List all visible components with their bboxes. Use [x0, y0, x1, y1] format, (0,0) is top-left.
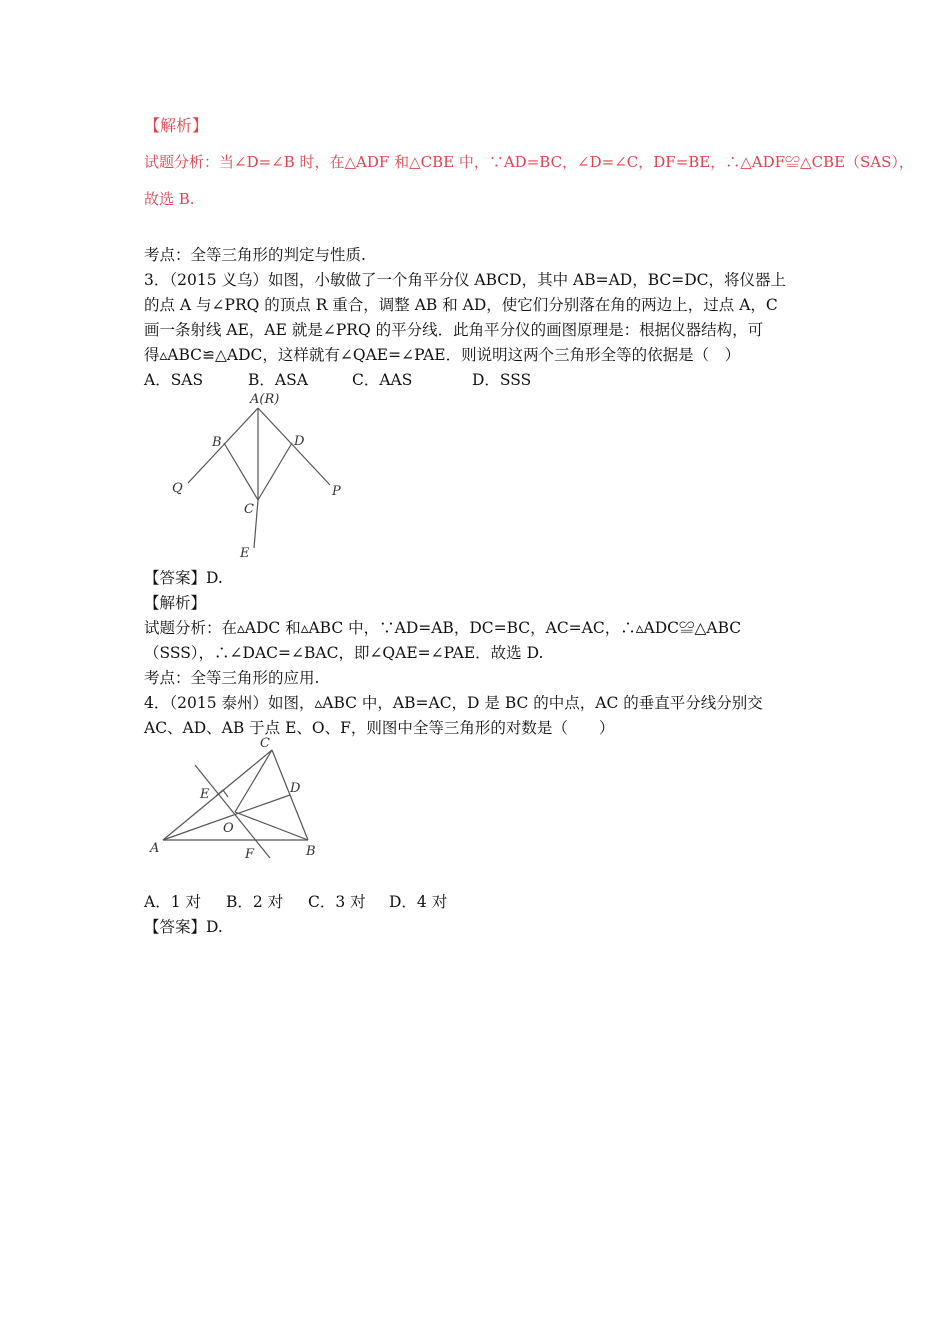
- q3-option-b: B．ASA: [248, 371, 308, 389]
- q3-option-a: A．SAS: [144, 371, 204, 389]
- q3-line-2: 的点 A 与∠PRQ 的顶点 R 重合，调整 AB 和 AD，使它们分别落在角的两边上，过点 A，C: [144, 296, 778, 314]
- q3-figure-angle-bisector: [160, 388, 360, 563]
- ray-aq: [188, 408, 258, 483]
- label-a: A: [150, 841, 160, 856]
- segment-bc: [224, 443, 258, 500]
- analysis-line-red-1: 试题分析：当∠D=∠B 时，在△ADF 和△CBE 中，∵AD=BC，∠D=∠C，DF=BE，∴△ADF≌△CBE（SAS），: [144, 153, 914, 171]
- knowledge-point-2: 考点：全等三角形的判定与性质.: [144, 246, 366, 264]
- label-q: Q: [172, 481, 183, 496]
- label-b: B: [306, 844, 316, 859]
- segment-dc: [258, 443, 292, 500]
- segment-ob: [235, 812, 308, 840]
- label-a: A(R): [250, 392, 280, 407]
- q3-answer: 【答案】D.: [144, 569, 223, 587]
- q3-analysis-heading: 【解析】: [144, 594, 207, 612]
- label-o: O: [223, 821, 234, 836]
- q3-line-1: 3．（2015 义乌）如图，小敏做了一个角平分仪 ABCD，其中 AB=AD，BC=DC，将仪器上: [144, 271, 787, 289]
- q3-analysis-line-1: 试题分析：在▵ADC 和▵ABC 中，∵AD=AB，DC=BC，AC=AC，∴▵ADC≌△ABC: [144, 619, 742, 637]
- q4-option-a: A．1 对: [144, 893, 201, 911]
- q4-option-b: B．2 对: [226, 893, 284, 911]
- segment-oc: [235, 750, 272, 812]
- q3-line-4: 得▵ABC≌△ADC，这样就有∠QAE=∠PAE．则说明这两个三角形全等的依据是（ ）: [144, 346, 741, 364]
- q3-option-c: C．AAS: [352, 371, 413, 389]
- q4-option-d: D．4 对: [389, 893, 448, 911]
- q3-analysis-line-2: （SSS），∴∠DAC=∠BAC，即∠QAE=∠PAE．故选 D.: [144, 644, 544, 662]
- q4-figure-triangle: [140, 730, 330, 870]
- label-d: D: [294, 434, 305, 449]
- q3-options: [144, 370, 564, 390]
- analysis-line-red-2: 故选 B.: [144, 190, 195, 208]
- ray-ae-lower: [254, 500, 258, 548]
- analysis-heading-red: 【解析】: [144, 116, 209, 135]
- q4-line-1: 4．（2015 泰州）如图，▵ABC 中，AB=AC，D 是 BC 的中点，AC 的垂直平分线分别交: [144, 694, 763, 712]
- label-c: C: [244, 502, 254, 517]
- q4-line-2: AC、AD、AB 于点 E、O、F，则图中全等三角形的对数是（ ）: [144, 719, 615, 737]
- label-b: B: [212, 435, 222, 450]
- q3-option-d: D．SSS: [472, 371, 532, 389]
- label-d: D: [290, 781, 301, 796]
- q3-line-3: 画一条射线 AE，AE 就是∠PRQ 的平分线．此角平分仪的画图原理是：根据仪器结构，可: [144, 321, 764, 339]
- label-e: E: [240, 546, 250, 561]
- label-p: P: [332, 484, 341, 499]
- label-c: C: [260, 736, 270, 751]
- label-f: F: [245, 847, 255, 862]
- q4-answer: 【答案】D.: [144, 918, 223, 936]
- q4-options: [144, 892, 464, 912]
- q3-knowledge-point: 考点：全等三角形的应用.: [144, 669, 320, 687]
- perpendicular-bisector: [195, 765, 270, 858]
- q4-option-c: C．3 对: [308, 893, 366, 911]
- label-e: E: [200, 787, 210, 802]
